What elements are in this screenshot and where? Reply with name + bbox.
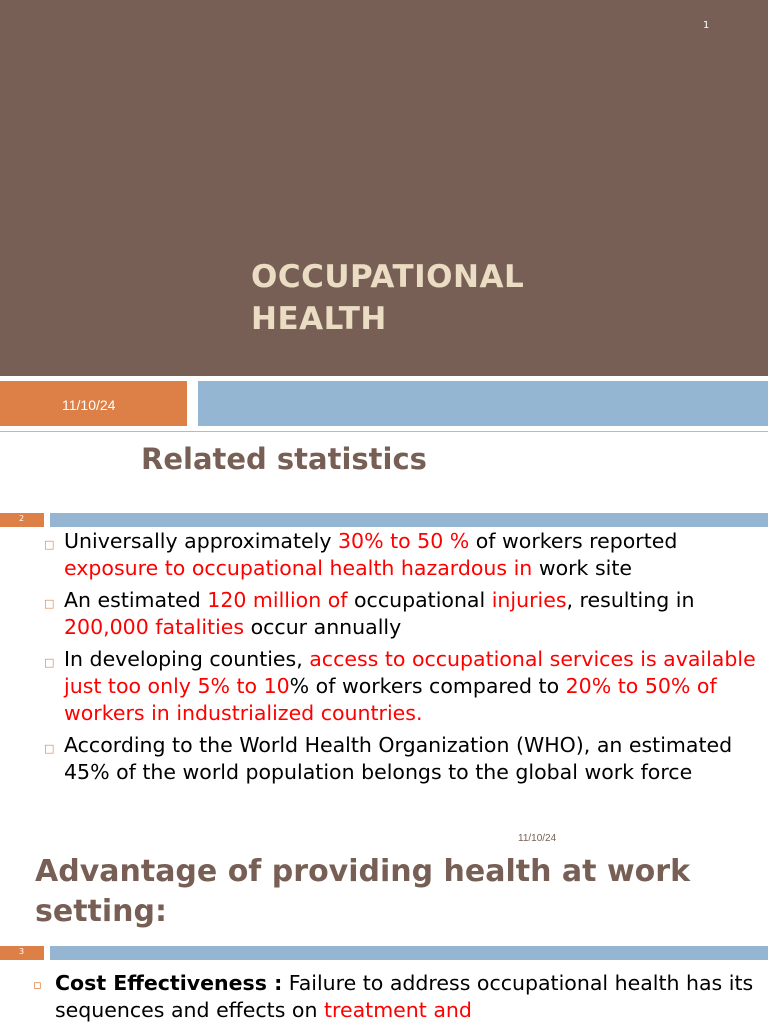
bullet-text: An estimated [64,588,208,612]
bullet-text: occupational [347,588,492,612]
bullet-text: Universally approximately [64,529,338,553]
highlight-text: treatment and [323,998,472,1022]
slide-date: 11/10/24 [518,833,557,844]
bullet-icon: ▫ [33,978,42,993]
bullet-heading: Cost Effectiveness : [55,971,283,995]
title-slide-banner [0,0,768,376]
bullet-text: work site [532,556,632,580]
list-item [33,970,763,1024]
slide-number-box [0,513,44,527]
bullet-text: % of workers compared to [289,674,566,698]
list-item [44,587,764,641]
slide-date: 11/10/24 [62,397,116,413]
slide-title [35,852,765,936]
bullet-icon: □ [44,597,55,610]
list-item [44,646,764,727]
bullet-text: Failure to address occupational health has its sequences and effects on [55,971,754,1022]
bullet-icon: □ [44,656,55,669]
accent-bar [198,381,768,426]
accent-bar [50,513,768,527]
slide-title-text: Advantage of providing health at work setting: [35,854,691,929]
bullet-icon: □ [44,742,55,755]
list-item [44,732,764,786]
bullet-text: , resulting in [566,588,695,612]
slide-number-box [0,946,44,960]
bullet-list [44,528,764,791]
bullet-text: occur annually [244,615,402,639]
slide-number: 3 [19,947,25,956]
bullet-text: According to the World Health Organization (WHO), an estimated 45% of the world population belongs to the global work force [64,733,733,784]
slide-number: 2 [19,514,25,523]
highlight-text: 20% to 50% of workers in industrialized countries. [64,674,717,725]
slide-title: Related statistics [141,442,427,476]
accent-bar [50,946,768,960]
slide-number: 1 [703,20,710,31]
bullet-icon: □ [44,538,55,551]
slide-divider [0,431,768,432]
slide-title [251,256,524,340]
bullet-list [33,970,763,1024]
list-item [44,528,764,582]
highlight-text: injuries [491,588,567,612]
highlight-text: 30% to 50 % [337,529,470,553]
slide-title-line-1: OCCUPATIONAL [251,259,525,295]
date-bar [0,381,187,426]
highlight-text: exposure to occupational health hazardous in [64,556,533,580]
slide-title-line-2: HEALTH [251,301,387,337]
bullet-text: of workers reported [469,529,678,553]
highlight-text: 200,000 fatalities [64,615,245,639]
highlight-text: 120 million of [207,588,348,612]
bullet-text: In developing counties, [64,647,310,671]
highlight-text: access to occupational services is available just too only 5% to 10 [64,647,756,698]
